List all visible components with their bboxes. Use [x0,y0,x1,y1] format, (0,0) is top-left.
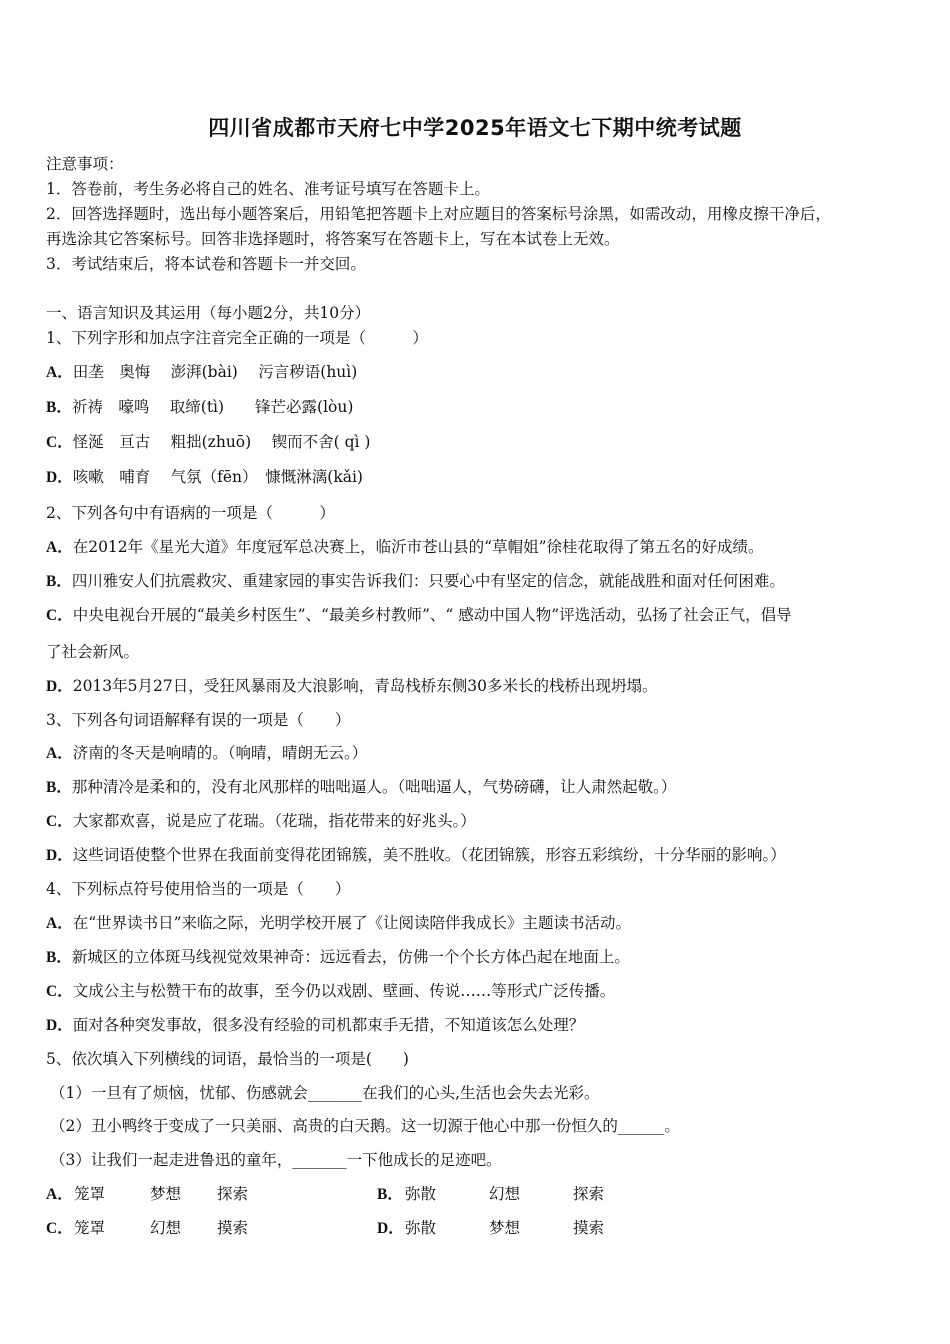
q4-option-a [46,911,631,933]
option-label: C． [46,607,73,624]
option-label: C． [46,983,73,1000]
question-2-stem: 2、下列各句中有语病的一项是（ ） [46,504,335,522]
q1-option-a [46,360,357,382]
q1-option-b [46,395,353,417]
option-text: 在“世界读书日”来临之际，光明学校开展了《让阅读陪伴我成长》主题读书活动。 [72,914,632,932]
option-word: 探索 [573,1185,605,1203]
option-word: 摸索 [573,1219,605,1237]
q2-option-c [46,603,792,625]
option-label: A． [46,539,73,556]
q2-option-d [46,674,657,696]
option-label: A． [46,745,73,762]
option-word: 探索 [217,1185,249,1203]
option-word: 幻想 [150,1219,182,1237]
option-word: 摸索 [217,1219,249,1237]
sentence-text: （2）丑小鸭终于变成了一只美丽、高贵的白天鹅。这一切源于他心中那一份恒久的 [50,1117,618,1135]
sentence-text: 在我们的心头,生活也会失去光彩。 [362,1084,600,1102]
option-text: 大家都欢喜，说是应了花瑞。（花瑞，指花带来的好兆头。） [72,812,476,830]
option-text: 2013年5月27日，受狂风暴雨及大浪影响，青岛栈桥东侧30多米长的栈桥出现坍塌。 [72,677,658,695]
fill-blank: ______ [617,1117,665,1135]
q3-option-b [46,775,676,797]
option-text: 这些词语使整个世界在我面前变得花团锦簇，美不胜收。（花团锦簇，形容五彩缤纷，十分华丽的影响。） [72,846,786,864]
q5-sentence-2 [50,1114,680,1136]
q1-option-d [46,465,363,487]
question-4-stem: 4、下列标点符号使用恰当的一项是（ ） [46,880,351,898]
option-text: 怪涎 亘古 粗拙(zhuō) 锲而不舍( qì ) [72,433,371,451]
option-label: B． [377,1186,403,1203]
option-label: C． [46,813,73,830]
option-text: 文成公主与松赞干布的故事，至今仍以戏剧、壁画、传说……等形式广泛传播。 [72,982,616,1000]
option-label: D． [46,469,73,486]
notes-heading: 注意事项： [46,155,124,173]
option-text: 田垄 奥悔 澎湃(bài) 污言秽语(huì) [72,363,358,381]
q2-option-c-cont: 了社会新风。 [46,643,140,661]
option-label: B． [46,779,72,796]
option-text: 中央电视台开展的“最美乡村医生”、“最美乡村教师”、“ 感动中国人物”评选活动，弘扬了社会正气，倡导 [72,606,792,624]
option-word: 弥散 [405,1185,437,1203]
sentence-text: （1）一旦有了烦恼，忧郁、伤感就会 [50,1084,308,1102]
note-item-1: 1．答卷前，考生务必将自己的姓名、准考证号填写在答题卡上。 [46,180,490,198]
option-label: D． [46,847,73,864]
sentence-text: 一下他成长的足迹吧。 [346,1151,502,1169]
q1-option-c [46,430,370,452]
option-word: 弥散 [405,1219,437,1237]
option-label: A． [46,1186,73,1203]
q4-option-d [46,1013,584,1035]
sentence-text: 。 [664,1117,680,1135]
option-word: 笼罩 [74,1185,106,1203]
option-word: 幻想 [489,1185,521,1203]
option-label: B． [46,949,72,966]
option-text: 济南的冬天是响晴的。（响晴，晴朗无云。） [72,744,368,762]
option-text: 四川雅安人们抗震救灾、重建家园的事实告诉我们：只要心中有坚定的信念，就能战胜和面对任何困难。 [71,572,785,590]
q5-sentence-1 [50,1081,600,1103]
option-text: 新城区的立体斑马线视觉效果神奇：远远看去，仿佛一个个长方体凸起在地面上。 [71,948,630,966]
option-label: A． [46,364,73,381]
option-text: 那种清冷是柔和的，没有北风那样的咄咄逼人。（咄咄逼人，气势磅礴，让人肃然起敬。） [71,778,677,796]
option-label: D． [46,1017,73,1034]
option-label: D． [46,678,73,695]
option-word: 梦想 [150,1185,182,1203]
option-word: 梦想 [489,1219,521,1237]
option-label: B． [46,573,72,590]
q3-option-c [46,809,476,831]
question-3-stem: 3、下列各句词语解释有误的一项是（ ） [46,711,351,729]
q2-option-b [46,569,785,591]
q4-option-c [46,979,615,1001]
exam-title: 四川省成都市天府七中学2025年语文七下期中统考试题 [208,116,742,140]
option-label: C． [46,1220,73,1237]
option-text: 咳嗽 哺育 气氛（fēn） 慷慨淋漓(kǎi) [72,468,363,486]
option-text: 面对各种突发事故，很多没有经验的司机都束手无措，不知道该怎么处理？ [72,1016,585,1034]
note-item-2: 2．回答选择题时，选出每小题答案后，用铅笔把答题卡上对应题目的答案标号涂黑，如需改动，用橡皮擦干净后， [46,205,831,223]
q3-option-d [46,843,786,865]
question-1-stem: 1、下列字形和加点字注音完全正确的一项是（ ） [46,329,428,347]
question-5-stem: 5、依次填入下列横线的词语，最恰当的一项是( ) [46,1050,409,1068]
q3-option-a [46,741,367,763]
q4-option-b [46,945,630,967]
section-heading: 一、语言知识及其运用（每小题2分，共10分） [46,304,371,322]
option-label: D． [377,1220,404,1237]
sentence-text: （3）让我们一起走进鲁迅的童年， [50,1151,293,1169]
option-text: 在2012年《星光大道》年度冠军总决赛上，临沂市苍山县的“草帽姐”徐桂花取得了第五名的好成绩。 [72,538,764,556]
option-label: B． [46,399,72,416]
option-word: 笼罩 [74,1219,106,1237]
option-label: A． [46,915,73,932]
option-label: C． [46,434,73,451]
fill-blank: _______ [292,1151,347,1169]
note-item-2-cont: 再选涂其它答案标号。回答非选择题时，将答案写在答题卡上，写在本试卷上无效。 [46,230,620,248]
q2-option-a [46,535,764,557]
q5-sentence-3 [50,1148,502,1170]
note-item-3: 3．考试结束后，将本试卷和答题卡一并交回。 [46,255,366,273]
option-text: 祈祷 嚎鸣 取缔(tì) 锋芒必露(lòu) [71,398,354,416]
fill-blank: _______ [307,1084,363,1102]
